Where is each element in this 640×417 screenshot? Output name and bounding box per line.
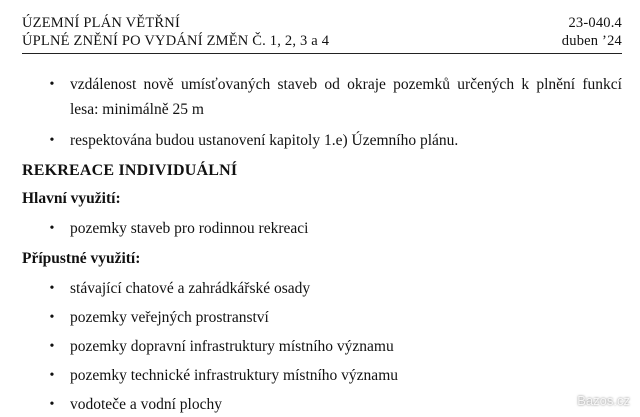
bullet-icon: • xyxy=(49,339,55,354)
list-item-text: vodoteče a vodní plochy xyxy=(70,396,222,413)
list-item xyxy=(22,277,622,301)
document-header xyxy=(22,14,622,50)
permitted-use-title: Přípustné využití: xyxy=(22,250,141,267)
list-item-text: respektována budou ustanovení kapitoly 1.e) Územního plánu. xyxy=(70,132,459,149)
list-item xyxy=(22,306,622,330)
bullet-icon: • xyxy=(49,310,55,325)
list-item xyxy=(22,364,622,388)
header-title-line1: ÚZEMNÍ PLÁN VĚTŘNÍ xyxy=(22,15,180,31)
bullet-icon: • xyxy=(49,281,55,296)
bullet-icon: • xyxy=(49,368,55,383)
bullet-icon: • xyxy=(49,77,55,92)
bullet-icon: • xyxy=(49,221,55,236)
bullet-icon: • xyxy=(49,133,55,148)
list-item xyxy=(22,393,622,417)
list-item xyxy=(22,128,622,153)
list-item-text: stávající chatové a zahrádkářské osady xyxy=(70,280,311,297)
list-item-text: pozemky technické infrastruktury místního významu xyxy=(70,367,398,384)
watermark-text: Bazos.cz xyxy=(577,393,630,408)
list-item xyxy=(22,335,622,359)
bullet-icon: • xyxy=(49,397,55,412)
intro-list xyxy=(22,72,622,153)
list-item-text: vzdálenost nově umísťovaných staveb od okraje pozemků určených k plnění funkcí xyxy=(70,76,622,93)
main-use-list xyxy=(22,217,622,241)
section-title: REKREACE INDIVIDUÁLNÍ xyxy=(22,162,238,179)
list-item xyxy=(22,72,622,122)
list-item-text: pozemky veřejných prostranství xyxy=(70,309,269,326)
list-item-text: pozemky dopravní infrastruktury místního významu xyxy=(70,338,394,355)
list-item-text: lesa: minimálně 25 m xyxy=(70,101,204,118)
permitted-use-list xyxy=(22,277,622,417)
header-title-line2: ÚPLNÉ ZNĚNÍ PO VYDÁNÍ ZMĚN Č. 1, 2, 3 a 4 xyxy=(22,33,330,49)
document-body xyxy=(22,72,622,417)
camera-icon xyxy=(561,394,574,408)
list-item xyxy=(22,217,622,241)
header-date: duben ’24 xyxy=(561,33,622,49)
list-item-text: pozemky staveb pro rodinnou rekreaci xyxy=(70,220,309,237)
header-doc-number: 23-040.4 xyxy=(568,15,622,31)
header-divider xyxy=(22,53,622,54)
watermark xyxy=(561,393,630,408)
main-use-title: Hlavní využití: xyxy=(22,190,121,207)
